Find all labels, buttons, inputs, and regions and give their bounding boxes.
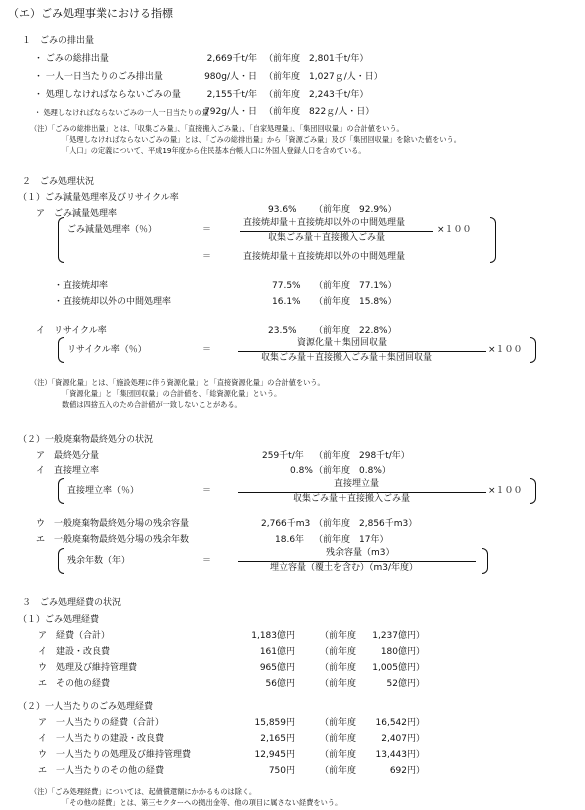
- section-1-heading: １ ごみの排出量: [22, 36, 95, 46]
- recycling-rate-label: イ リサイクル率: [36, 326, 107, 336]
- remaining-capacity-value: 2,766千m3: [261, 519, 311, 529]
- formula-name: 残余年数（年）: [67, 556, 131, 566]
- formula-bracket-right: [482, 548, 488, 574]
- cost-label: イ 一人当たりの建設・改良費: [38, 734, 165, 744]
- section-2-heading: ２ ごみ処理状況: [22, 177, 95, 187]
- cost-value: 56億円: [265, 679, 295, 689]
- fraction-line: [238, 351, 486, 352]
- landfill-rate-value: 0.8%: [290, 466, 313, 476]
- cost-prev: 180億円）: [380, 647, 425, 657]
- remaining-years-prev: （前年度 17年）: [314, 535, 389, 545]
- subsection-heading: （１）ごみ処理経費: [18, 615, 100, 625]
- item-label: ・ 一人一日当たりのごみ排出量: [34, 72, 163, 82]
- formula-denominator: 埋立容量（覆土を含む）（m3/年度）: [270, 563, 419, 573]
- cost-label: エ その他の経費: [38, 679, 111, 689]
- cost-prev: 2,407円）: [381, 734, 425, 744]
- note-line: （注）「資源化量」とは、「施設処理に伴う資源化量」と「直接資源化量」の合計値をいう。: [30, 378, 325, 387]
- formula-bracket-right: [530, 337, 536, 363]
- item-value: 2,669千t/年: [206, 54, 257, 64]
- formula-denominator: 収集ごみ量＋直接搬入ごみ量＋集団回収量: [261, 353, 433, 363]
- cost-prev-label: （前年度: [320, 718, 357, 728]
- cost-prev-label: （前年度: [320, 766, 357, 776]
- equals-sign: ＝: [202, 486, 212, 496]
- fraction-line: [238, 492, 486, 493]
- formula-bracket-right: [490, 217, 496, 263]
- cost-prev-label: （前年度: [320, 750, 357, 760]
- direct-incineration-prev: （前年度 77.1%）: [314, 281, 397, 291]
- note-line: 「資源化量」と「集団回収量」の合計値を、「総資源化量」という。: [62, 389, 282, 398]
- reduction-rate-value: 93.6%: [268, 205, 297, 215]
- fraction-line: [240, 231, 433, 232]
- section-3-heading: ３ ごみ処理経費の状況: [22, 598, 122, 608]
- item-label: ・ 処理しなければならないごみの一人一日当たりの量: [34, 108, 209, 117]
- formula-name: ごみ減量処理率（％）: [67, 225, 158, 235]
- cost-value: 12,945円: [254, 750, 295, 760]
- cost-prev-label: （前年度: [320, 679, 357, 689]
- cost-prev: 13,443円）: [375, 750, 425, 760]
- formula-bracket-right: [530, 478, 536, 504]
- note-line: （注）「ごみの総排出量」とは、「収集ごみ量」、「直接搬入ごみ量」、「自家処理量」、「集団回収量」の合計値をいう。: [30, 124, 404, 133]
- times-100: ×１００: [437, 225, 472, 235]
- formula-numerator: 直接埋立量: [334, 479, 380, 489]
- cost-prev-label: （前年度: [320, 734, 357, 744]
- times-100: ×１００: [488, 345, 523, 355]
- cost-label: ウ 処理及び維持管理費: [38, 663, 138, 673]
- item-prev: （前年度 2,243千t/年）: [264, 90, 369, 100]
- intermediate-rate-label: ・直接焼却以外の中間処理率: [54, 297, 172, 307]
- note-line: 「処理しなければならないごみの量」とは、「ごみの総排出量」から「資源ごみ量」及び「集団回収量」を除いた値をいう。: [62, 135, 461, 144]
- cost-prev: 692円）: [389, 766, 425, 776]
- cost-prev-label: （前年度: [320, 631, 357, 641]
- formula-bracket-left: [58, 217, 64, 263]
- formula-numerator: 残余容量（m3）: [326, 548, 395, 558]
- cost-prev: 1,237億円）: [372, 631, 425, 641]
- equals-sign: ＝: [202, 225, 212, 235]
- intermediate-rate-prev: （前年度 15.8%）: [314, 297, 397, 307]
- item-label: ・ 処理しなければならないごみの量: [34, 90, 181, 100]
- cost-label: エ 一人当たりのその他の経費: [38, 766, 165, 776]
- equals-sign: ＝: [202, 556, 212, 566]
- recycling-rate-value: 23.5%: [268, 326, 297, 336]
- item-label: ・ ごみの総排出量: [34, 54, 109, 64]
- equals-sign: ＝: [202, 345, 212, 355]
- reduction-rate-label: ア ごみ減量処理率: [36, 209, 118, 219]
- item-value: 2,155千t/年: [206, 90, 257, 100]
- landfill-rate-label: イ 直接埋立率: [36, 466, 100, 476]
- intermediate-rate-value: 16.1%: [272, 297, 301, 307]
- formula-bracket-left: [58, 337, 64, 363]
- item-prev: （前年度 2,801千t/年）: [264, 54, 369, 64]
- cost-value: 15,859円: [254, 718, 295, 728]
- page-title: （エ）ごみ処理事業における指標: [8, 7, 173, 20]
- times-100: ×１００: [488, 486, 523, 496]
- item-prev: （前年度 822ｇ/人・日）: [264, 107, 375, 117]
- formula-numerator: 直接焼却量＋直接焼却以外の中間処理量: [243, 218, 406, 228]
- cost-value: 1,183億円: [251, 631, 295, 641]
- note-line: 「人口」の定義について、平成19年度から住民基本台帳人口に外国人登録人口を含めている。: [62, 146, 366, 155]
- direct-incineration-value: 77.5%: [272, 281, 301, 291]
- note-line: 数値は四捨五入のため合計値が一致しないことがある。: [62, 400, 242, 409]
- formula-name: 直接埋立率（％）: [67, 486, 140, 496]
- cost-prev-label: （前年度: [320, 647, 357, 657]
- formula-name: リサイクル率（％）: [67, 345, 147, 355]
- fraction-line: [238, 561, 476, 562]
- formula-denominator: 収集ごみ量＋直接搬入ごみ量: [268, 233, 386, 243]
- remaining-years-label: エ 一般廃棄物最終処分場の残余年数: [36, 535, 190, 545]
- subsection-heading: （２）一般廃棄物最終処分の状況: [18, 435, 154, 445]
- formula-numerator: 資源化量＋集団回収量: [297, 338, 388, 348]
- item-value: 980g/人・日: [204, 72, 257, 82]
- reduction-rate-prev: （前年度 92.9%）: [314, 205, 397, 215]
- final-disposal-prev: （前年度 298千t/年）: [314, 451, 410, 461]
- formula-alt: 直接焼却量＋直接焼却以外の中間処理量: [243, 252, 406, 262]
- cost-label: ア 一人当たりの経費（合計）: [38, 718, 165, 728]
- landfill-rate-prev: （前年度 0.8%）: [314, 466, 391, 476]
- cost-value: 161億円: [259, 647, 295, 657]
- cost-prev: 1,005億円）: [372, 663, 425, 673]
- recycling-rate-prev: （前年度 22.8%）: [314, 326, 397, 336]
- cost-label: ウ 一人当たりの処理及び維持管理費: [38, 750, 192, 760]
- formula-bracket-left: [58, 548, 64, 574]
- remaining-capacity-prev: （前年度 2,856千m3）: [314, 519, 418, 529]
- cost-label: イ 建設・改良費: [38, 647, 111, 657]
- formula-denominator: 収集ごみ量＋直接搬入ごみ量: [293, 494, 411, 504]
- subsection-heading: （２）一人当たりのごみ処理経費: [18, 702, 154, 712]
- final-disposal-value: 259千t/年: [262, 451, 304, 461]
- equals-sign: ＝: [202, 252, 212, 262]
- note-line: （注）「ごみ処理経費」については、起債償還額にかかるものは除く。: [30, 787, 257, 796]
- cost-label: ア 経費（合計）: [38, 631, 111, 641]
- cost-prev: 52億円）: [386, 679, 425, 689]
- cost-value: 750円: [268, 766, 295, 776]
- formula-bracket-left: [58, 478, 64, 504]
- cost-prev-label: （前年度: [320, 663, 357, 673]
- note-line: 「その他の経費」とは、第三セクターへの拠出金等、他の項目に属さない経費をいう。: [62, 798, 343, 807]
- cost-value: 965億円: [259, 663, 295, 673]
- cost-prev: 16,542円）: [375, 718, 425, 728]
- direct-incineration-label: ・直接焼却率: [54, 281, 109, 291]
- item-prev: （前年度 1,027ｇ/人・日）: [264, 72, 383, 82]
- final-disposal-label: ア 最終処分量: [36, 451, 100, 461]
- remaining-capacity-label: ウ 一般廃棄物最終処分場の残余容量: [36, 519, 190, 529]
- subsection-heading: （１）ごみ減量処理率及びリサイクル率: [18, 193, 179, 203]
- item-value: 792g/人・日: [204, 107, 257, 117]
- cost-value: 2,165円: [260, 734, 295, 744]
- remaining-years-value: 18.6年: [275, 535, 305, 545]
